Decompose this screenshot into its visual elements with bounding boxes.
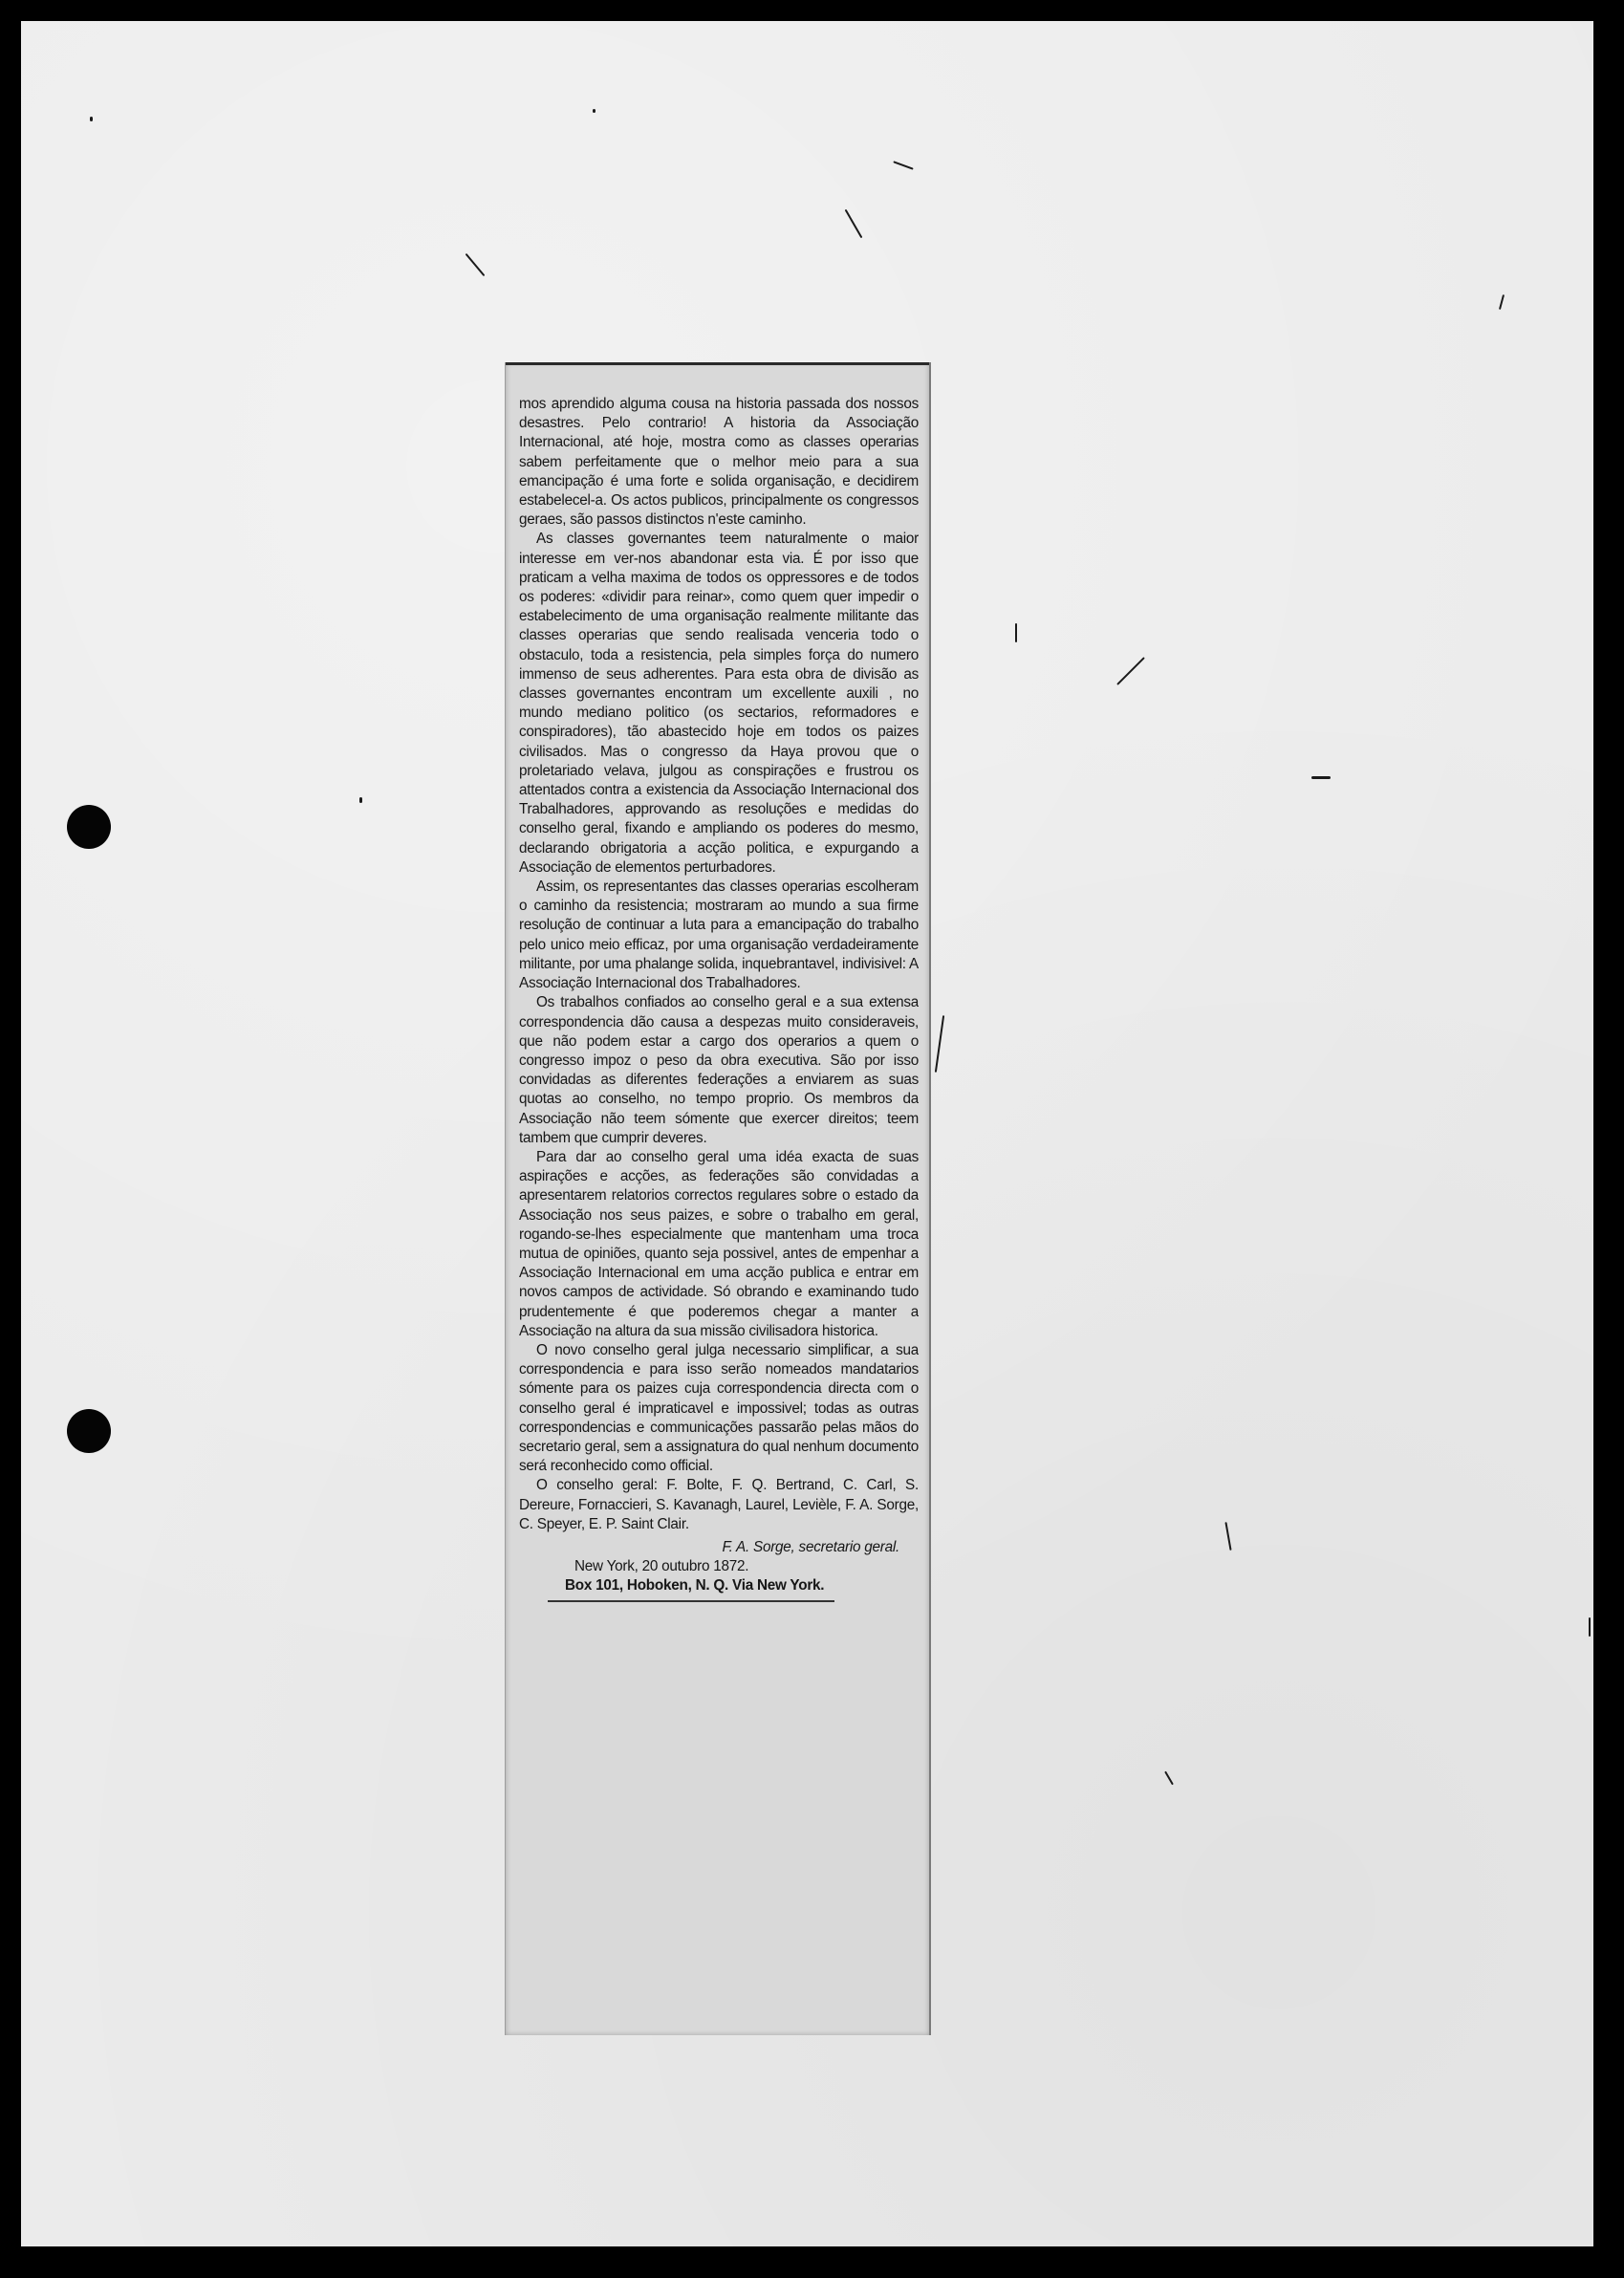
punch-hole-top: [67, 805, 111, 849]
signature: F. A. Sorge, secretario geral.: [722, 1538, 899, 1555]
paper-speck: [593, 109, 595, 113]
paper-speck: [1015, 623, 1017, 642]
article-paragraph: Para dar ao conselho geral uma idéa exacta de suas aspirações e acções, as federações são convidadas a apresentarem relatorios correctos regulares sobre o estado da Associação nos seus paizes, e sobre o trabalho em geral, rogando-se-lhes especialmente que mantenham uma troca mutua de opiniões, quanto seja possivel, antes de empenhar a Associação Internacional em uma acção publica e entrar em novos campos de actividade. Só obrando e examinando tudo prudentemente é que poderemos chegar a manter a Associação na altura da sua missão civilisadora historica.: [519, 1148, 919, 1339]
paper-speck: [935, 1015, 944, 1073]
paper-speck: [466, 253, 486, 276]
newspaper-clipping: [505, 362, 931, 2035]
signature-block: [519, 1538, 919, 1602]
paper-speck: [359, 797, 362, 803]
article-paragraph: Assim, os representantes das classes operarias escolheram o caminho da resistencia; mostraram ao mundo a sua firme resolução de continuar a luta para a emancipação do trabalho pelo unico meio efficaz, por uma organisação verdadeiramente militante, por uma phalange solida, inquebrantavel, indivisivel: A Associação Internacional dos Trabalhadores.: [519, 879, 919, 992]
clipping-top-rule: [506, 362, 929, 365]
document-page: [21, 21, 1593, 2246]
paper-speck: [1499, 294, 1505, 310]
article-paragraph: O novo conselho geral julga necessario simplificar, a sua correspondencia e para isso serão nomeados mandatarios sómente para os paizes cuja correspondencia directa com o conselho geral é impraticavel e impossivel; todas as outras correspondencias e communicações passarão pelas mãos do secretario geral, sem a assignatura do qual nenhum documento será reconhecido como official.: [519, 1341, 919, 1475]
punch-hole-bottom: [67, 1409, 111, 1453]
article-text: [519, 395, 919, 2020]
article-paragraph: As classes governantes teem naturalmente o maior interesse em ver-nos abandonar esta via. É por isso que praticam a velha maxima de todos os oppressores e de todos os poderes: «dividir para reinar», como quem quer impedir o estabelecimento de uma organisação realmente militante das classes operarias que sendo realisada venceria todo o obstaculo, toda a resistencia, pela simples força do numero immenso de seus adherentes. Para esta obra de divisão as classes governantes encontram um excellente auxili , no mundo mediano politico (os sectarios, reformadores e conspiradores), tão abastecido hoje em todos os paizes civilisados. Mas o congresso da Haya provou que o proletariado velava, julgou as conspirações e frustrou os attentados contra a existencia da Associação Internacional dos Trabalhadores, approvando as resoluções e medidas do conselho geral, fixando e ampliando os poderes do mesmo, declarando obrigatoria a acção politica, e expurgando a Associação de elementos perturbadores.: [519, 531, 919, 876]
paper-speck: [1589, 1617, 1591, 1637]
dateline: New York, 20 outubro 1872.: [574, 1558, 749, 1575]
paper-speck: [1311, 776, 1331, 779]
postal-address: Box 101, Hoboken, N. Q. Via New York.: [565, 1577, 825, 1595]
paper-speck: [845, 209, 863, 238]
paper-speck: [1224, 1522, 1231, 1551]
clipping-bottom-rule: [548, 1600, 834, 1602]
article-paragraph: mos aprendido alguma cousa na historia passada dos nossos desastres. Pelo contrario! A historia da Associação Internacional, até hoje, mostra como as classes operarias sabem perfeitamente que o melhor meio para a sua emancipação é uma forte e solida organisação, e decidirem estabelecel-a. Os actos publicos, principalmente os congressos geraes, são passos distinctos n'este caminho.: [519, 396, 919, 529]
paper-speck: [893, 161, 913, 169]
article-paragraph: Os trabalhos confiados ao conselho geral e a sua extensa correspondencia dão causa a despezas muito consideraveis, que não podem estar a cargo dos operarios a quem o congresso impoz o peso da obra executiva. São por isso convidadas as diferentes federações a enviarem as suas quotas ao conselho, no tempo proprio. Os membros da Associação não teem sómente que exercer direitos; teem tambem que cumprir deveres.: [519, 994, 919, 1146]
paper-speck: [1116, 657, 1145, 685]
council-members: O conselho geral: F. Bolte, F. Q. Bertrand, C. Carl, S. Dereure, Fornaccieri, S. Kavanagh, Laurel, Levièle, F. A. Sorge, C. Speyer, E. P. Saint Clair.: [519, 1477, 919, 1532]
paper-speck: [1164, 1771, 1174, 1786]
paper-speck: [90, 117, 93, 121]
